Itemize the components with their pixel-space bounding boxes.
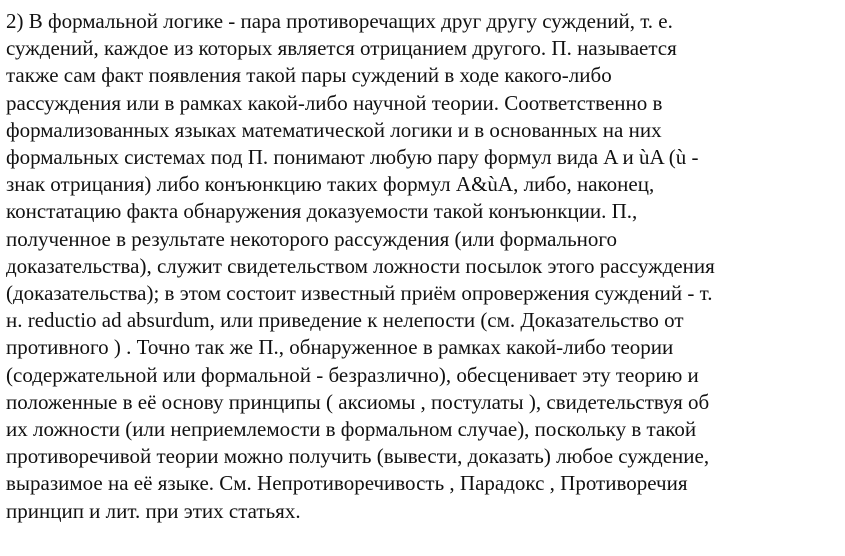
paragraph-line: 2) В формальной логике - пара противоречащих друг другу суждений, т. е. (6, 9, 673, 33)
paragraph-line: (доказательства); в этом состоит известный приём опровержения суждений - т. (6, 281, 713, 306)
paragraph-line: также сам факт появления такой пары суждений в ходе какого-либо (6, 63, 612, 88)
paragraph-line: н. reductio ad absurdum, или приведение к нелепости (см. Доказательство от (6, 308, 684, 333)
paragraph-line: знак отрицания) либо конъюнкцию таких формул A&ùA, либо, наконец, (6, 172, 655, 197)
paragraph-line: их ложности (или неприемлемости в формальном случае), поскольку в такой (6, 417, 697, 442)
paragraph-line: доказательства), служит свидетельством ложности посылок этого рассуждения (6, 253, 715, 278)
paragraph-line: формальных системах под П. понимают любую пару формул вида A и ùA (ù - (6, 145, 699, 170)
paragraph-line: суждений, каждое из которых является отрицанием другого. П. называется (6, 36, 677, 61)
paragraph-line: констатацию факта обнаружения доказуемости такой конъюнкции. П., (6, 199, 638, 224)
paragraph-line: формализованных языках математической логики и в основанных на них (6, 117, 662, 142)
article-paragraph (6, 8, 839, 525)
paragraph-line: рассуждения или в рамках какой-либо научной теории. Соответственно в (6, 90, 663, 115)
paragraph-line: противоречивой теории можно получить (вывести, доказать) любое суждение, (6, 444, 710, 469)
paragraph-line: выразимое на её языке. См. Непротиворечивость , Парадокс , Противоречия (6, 471, 688, 496)
paragraph-line: полученное в результате некоторого рассуждения (или формального (6, 226, 618, 251)
paragraph-line: противного ) . Точно так же П., обнаруженное в рамках какой-либо теории (6, 335, 674, 360)
paragraph-line: принцип и лит. при этих статьях. (6, 498, 301, 523)
paragraph-line: (содержательной или формальной - безразлично), обесценивает эту теорию и (6, 362, 699, 387)
paragraph-line: положенные в её основу принципы ( аксиомы , постулаты ), свидетельствуя об (6, 389, 710, 414)
